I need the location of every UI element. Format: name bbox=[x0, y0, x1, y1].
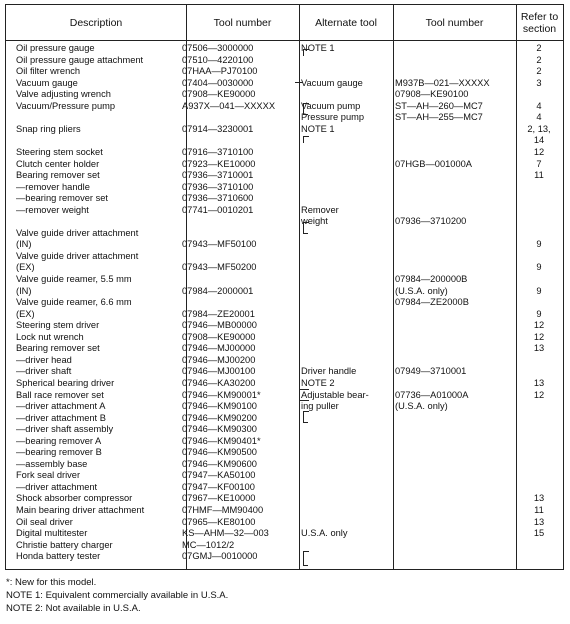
row-alt-tool-number: 07949—3710001 bbox=[395, 366, 467, 377]
table-row bbox=[6, 135, 563, 146]
row-tool-number: 07HMF—MM90400 bbox=[182, 505, 264, 515]
row-description: Valve adjusting wrench bbox=[16, 89, 111, 100]
table-row bbox=[6, 78, 563, 89]
row-section: 2, 13, bbox=[527, 123, 551, 134]
row-description: Ball race remover set bbox=[16, 389, 104, 400]
row-description: Main bearing driver attachment bbox=[16, 505, 145, 515]
row-alternate-tool: ing puller bbox=[301, 401, 339, 412]
row-description: —driver head bbox=[16, 354, 72, 365]
table-row bbox=[6, 390, 563, 401]
row-description: Shock absorber compressor bbox=[16, 493, 133, 504]
row-tool-number: 07916—3710100 bbox=[182, 146, 254, 157]
table-row bbox=[6, 193, 563, 204]
table-row bbox=[6, 159, 563, 170]
table-row bbox=[6, 124, 563, 135]
row-tool-number: 07943—MF50200 bbox=[182, 262, 257, 273]
row-section: 11 bbox=[534, 170, 544, 181]
row-description: Oil filter wrench bbox=[16, 66, 81, 77]
row-description: —driver attachment bbox=[16, 481, 98, 492]
row-tool-number: MC—1012/2 bbox=[182, 539, 235, 550]
row-alt-tool-number: ST—AH—255—MC7 bbox=[395, 112, 483, 123]
row-alternate-tool: U.S.A. only bbox=[301, 528, 348, 539]
bracket-line bbox=[303, 422, 308, 423]
table-row bbox=[6, 309, 563, 320]
row-section: 2 bbox=[536, 66, 542, 77]
row-tool-number: 07914—3230001 bbox=[182, 123, 254, 134]
row-alternate-tool: NOTE 2 bbox=[301, 377, 335, 388]
row-section: 12 bbox=[533, 331, 545, 342]
row-description: Fork seal driver bbox=[16, 470, 81, 481]
special-tools-table bbox=[5, 4, 564, 570]
table-row bbox=[6, 297, 563, 308]
row-section: 2 bbox=[536, 43, 542, 53]
row-tool-number: 07936—3710100 bbox=[182, 181, 254, 192]
header-description: Description bbox=[6, 5, 186, 41]
table-row bbox=[6, 343, 563, 354]
row-description: —assembly base bbox=[16, 458, 88, 469]
row-alternate-tool: Pressure pump bbox=[301, 112, 365, 123]
row-alt-tool-number: (U.S.A. only) bbox=[395, 401, 448, 412]
table-row bbox=[6, 55, 563, 66]
row-description: Clutch center holder bbox=[16, 158, 100, 169]
row-tool-number: 07946—KM90300 bbox=[182, 424, 257, 435]
table-row bbox=[6, 517, 563, 528]
table-row bbox=[6, 43, 563, 54]
row-tool-number: 07947—KA50100 bbox=[182, 470, 256, 481]
table-row bbox=[6, 505, 563, 516]
table-row bbox=[6, 366, 563, 377]
row-description: —bearing remover A bbox=[16, 435, 102, 446]
table-row bbox=[6, 447, 563, 458]
table-row bbox=[6, 89, 563, 100]
bracket-line bbox=[303, 49, 309, 56]
row-description: —bearing remover set bbox=[16, 193, 108, 204]
table-row bbox=[6, 182, 563, 193]
row-alternate-tool: NOTE 1 bbox=[301, 123, 335, 134]
table-row bbox=[6, 378, 563, 389]
row-tool-number: 07967—KE10000 bbox=[182, 493, 256, 504]
table-row bbox=[6, 262, 563, 273]
row-alt-tool-number: 07HGB—001000A bbox=[395, 158, 473, 169]
table-row bbox=[6, 401, 563, 412]
row-alt-tool-number: M937B—021—XXXXX bbox=[395, 77, 490, 88]
table-row bbox=[6, 251, 563, 262]
row-description: —bearing remover B bbox=[16, 447, 102, 458]
table-row bbox=[6, 112, 563, 123]
row-section: 13 bbox=[533, 516, 545, 527]
row-tool-number: 07510—4220100 bbox=[182, 54, 254, 65]
footnotes bbox=[6, 576, 228, 615]
row-description: (EX) bbox=[16, 262, 35, 273]
row-alt-tool-number: (U.S.A. only) bbox=[395, 285, 448, 296]
row-tool-number: 07946—MB00000 bbox=[182, 320, 257, 331]
bracket-line bbox=[303, 136, 309, 143]
row-description: Oil pressure gauge attachment bbox=[16, 54, 144, 65]
row-alternate-tool: Vacuum gauge bbox=[301, 77, 363, 88]
row-tool-number: 07946—KA30200 bbox=[182, 377, 256, 388]
row-alt-tool-number: ST—AH—260—MC7 bbox=[395, 100, 483, 111]
row-section: 14 bbox=[533, 135, 545, 146]
table-row bbox=[6, 482, 563, 493]
row-description: —remover handle bbox=[16, 181, 90, 192]
table-row bbox=[6, 286, 563, 297]
row-description: Christie battery charger bbox=[16, 539, 113, 550]
row-tool-number: 07984—2000001 bbox=[182, 285, 254, 296]
table-row bbox=[6, 239, 563, 250]
row-tool-number: 07908—KE90000 bbox=[182, 89, 256, 100]
row-description: Digital multitester bbox=[16, 528, 88, 539]
row-description: Valve guide reamer, 5.5 mm bbox=[16, 274, 132, 284]
row-section: 12 bbox=[533, 320, 545, 331]
row-description: Valve guide driver attachment bbox=[16, 250, 139, 261]
row-description: Lock nut wrench bbox=[16, 331, 84, 342]
row-description: Vacuum gauge bbox=[16, 77, 78, 88]
row-section: 11 bbox=[534, 505, 544, 515]
row-description: (EX) bbox=[16, 308, 35, 319]
row-section: 13 bbox=[533, 377, 545, 388]
footnote-note-2: NOTE 2: Not available in U.S.A. bbox=[6, 603, 141, 614]
row-section: 4 bbox=[536, 100, 542, 111]
row-alt-tool-number: 07736—A01000A bbox=[395, 389, 469, 400]
table-row bbox=[6, 205, 563, 216]
row-description: —driver attachment B bbox=[16, 412, 106, 423]
table-row bbox=[6, 528, 563, 539]
table-row bbox=[6, 66, 563, 77]
row-description: —driver shaft bbox=[16, 366, 72, 377]
row-description: —driver attachment A bbox=[16, 401, 106, 412]
row-tool-number: 07946—KM90200 bbox=[182, 412, 257, 423]
table-row bbox=[6, 216, 563, 227]
row-section: 12 bbox=[533, 389, 545, 400]
table-row bbox=[6, 540, 563, 551]
row-alt-tool-number: 07936—3710200 bbox=[395, 216, 467, 227]
row-tool-number: 07946—MJ00200 bbox=[182, 354, 256, 365]
row-alternate-tool: Driver handle bbox=[301, 366, 357, 377]
row-section: 2 bbox=[536, 54, 542, 65]
row-tool-number: 07923—KE10000 bbox=[182, 158, 256, 169]
table-row bbox=[6, 413, 563, 424]
row-section: 4 bbox=[536, 112, 542, 123]
row-alt-tool-number: 07984—ZE2000B bbox=[395, 297, 469, 308]
table-row bbox=[6, 470, 563, 481]
table-row bbox=[6, 274, 563, 285]
header-alt-tool-number: Tool number bbox=[393, 5, 516, 41]
row-description: (IN) bbox=[16, 285, 32, 296]
bracket-line bbox=[303, 565, 308, 566]
row-section: 9 bbox=[536, 239, 542, 250]
row-tool-number: 07946—MJ00000 bbox=[182, 343, 256, 354]
table-row bbox=[6, 551, 563, 562]
row-description: (IN) bbox=[16, 239, 32, 250]
row-tool-number: 07936—3710001 bbox=[182, 170, 254, 181]
row-tool-number: 07946—KM90100 bbox=[182, 401, 257, 412]
row-alternate-tool: Vacuum pump bbox=[301, 100, 361, 111]
row-description: —remover weight bbox=[16, 204, 89, 215]
row-description: —driver shaft assembly bbox=[16, 424, 114, 435]
row-tool-number: 07947—KF00100 bbox=[182, 481, 255, 492]
row-description: Steering stem driver bbox=[16, 320, 100, 331]
row-description: Vacuum/Pressure pump bbox=[16, 100, 116, 111]
row-alt-tool-number: 07984—200000B bbox=[395, 274, 468, 284]
row-tool-number: 07946—KM90500 bbox=[182, 447, 257, 458]
row-description: Snap ring pliers bbox=[16, 123, 81, 134]
table-row bbox=[6, 459, 563, 470]
row-alt-tool-number: 07908—KE90100 bbox=[395, 89, 469, 100]
row-section: 9 bbox=[536, 308, 542, 319]
bracket-line bbox=[303, 49, 308, 50]
bracket-line bbox=[303, 233, 308, 234]
row-alternate-tool: weight bbox=[301, 216, 328, 227]
table-row bbox=[6, 147, 563, 158]
bracket-line bbox=[303, 114, 308, 115]
table-row bbox=[6, 170, 563, 181]
row-tool-number: 07GMJ—0010000 bbox=[182, 551, 258, 562]
footnote-note-1: NOTE 1: Equivalent commercially available in U.S.A. bbox=[6, 590, 229, 601]
row-tool-number: 07404—0030000 bbox=[182, 77, 254, 88]
table-row bbox=[6, 355, 563, 366]
table-row bbox=[6, 320, 563, 331]
row-description: Bearing remover set bbox=[16, 343, 100, 354]
row-description: Valve guide driver attachment bbox=[16, 227, 139, 238]
bracket-line bbox=[299, 400, 309, 401]
row-tool-number: A937X—041—XXXXX bbox=[182, 100, 276, 111]
row-tool-number: 07946—KM90401* bbox=[182, 435, 261, 446]
row-tool-number: 07946—MJ00100 bbox=[182, 366, 256, 377]
header-alternate-tool: Alternate tool bbox=[299, 5, 393, 41]
row-section: 15 bbox=[533, 528, 545, 539]
row-section: 12 bbox=[533, 146, 545, 157]
row-description: Oil seal driver bbox=[16, 516, 73, 527]
table-row bbox=[6, 493, 563, 504]
row-section: 9 bbox=[536, 285, 542, 296]
row-tool-number: KS—AHM—32—003 bbox=[182, 528, 269, 539]
row-tool-number: 07946—KM90001* bbox=[182, 389, 261, 400]
table-row bbox=[6, 332, 563, 343]
row-description: Oil pressure gauge bbox=[16, 43, 95, 53]
table-row bbox=[6, 101, 563, 112]
header-refer-to-section: Refer to section bbox=[516, 5, 563, 41]
row-description: Valve guide reamer, 6.6 mm bbox=[16, 297, 132, 308]
row-tool-number: 07936—3710600 bbox=[182, 193, 254, 204]
row-tool-number: 07741—0010201 bbox=[182, 204, 254, 215]
row-section: 3 bbox=[536, 77, 542, 88]
row-section: 7 bbox=[536, 158, 542, 169]
row-tool-number: 07946—KM90600 bbox=[182, 458, 257, 469]
row-section: 13 bbox=[533, 343, 545, 354]
row-section: 9 bbox=[536, 262, 542, 273]
row-description: Honda battery tester bbox=[16, 551, 101, 562]
row-tool-number: 07908—KE90000 bbox=[182, 331, 256, 342]
row-description: Steering stem socket bbox=[16, 146, 103, 157]
bracket-line bbox=[303, 551, 309, 566]
row-alternate-tool: Remover bbox=[301, 204, 339, 215]
header-tool-number: Tool number bbox=[186, 5, 299, 41]
row-alternate-tool: Adjustable bear- bbox=[301, 389, 369, 400]
table-row bbox=[6, 436, 563, 447]
row-alternate-tool: NOTE 1 bbox=[301, 43, 335, 53]
row-description: Spherical bearing driver bbox=[16, 377, 115, 388]
row-tool-number: 07943—MF50100 bbox=[182, 239, 257, 250]
row-tool-number: 07965—KE80100 bbox=[182, 516, 256, 527]
row-section: 13 bbox=[533, 493, 545, 504]
row-description: Bearing remover set bbox=[16, 170, 100, 181]
table-row bbox=[6, 424, 563, 435]
bracket-line bbox=[299, 389, 309, 390]
row-tool-number: 07984—ZE20001 bbox=[182, 308, 255, 319]
footnote-new-model: *: New for this model. bbox=[6, 577, 97, 588]
row-tool-number: 07506—3000000 bbox=[182, 43, 254, 53]
row-tool-number: 07HAA—PJ70100 bbox=[182, 66, 258, 77]
table-row bbox=[6, 228, 563, 239]
bracket-line bbox=[295, 82, 303, 83]
